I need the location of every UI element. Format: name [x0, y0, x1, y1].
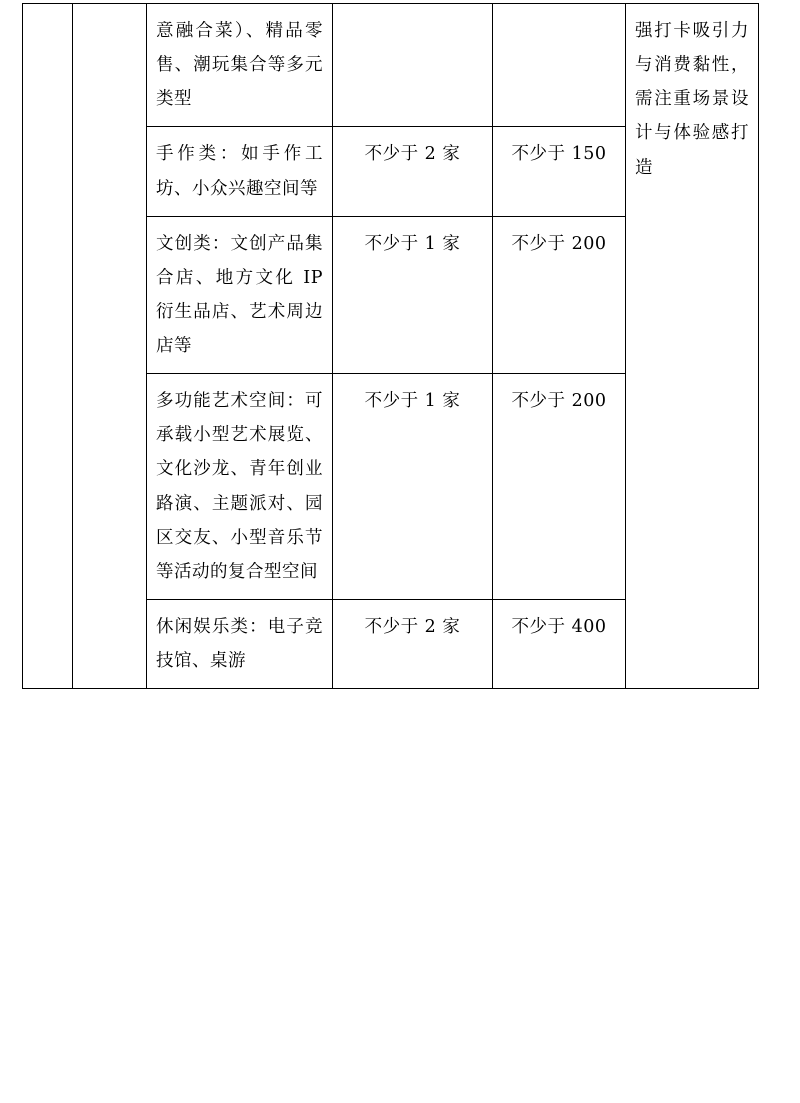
cell-category-retail: 意融合菜）、精品零售、潮玩集合等多元类型 — [147, 4, 333, 127]
cell-count-retail — [333, 4, 493, 127]
cell-col2-spanning — [73, 4, 147, 689]
cell-count-entertainment: 不少于 2 家 — [333, 599, 493, 688]
cell-category-cultural-creative: 文创类：文创产品集合店、地方文化 IP 衍生品店、艺术周边店等 — [147, 216, 333, 374]
cell-category-handcraft: 手作类：如手作工坊、小众兴趣空间等 — [147, 127, 333, 216]
cell-area-cultural-creative: 不少于 200 — [493, 216, 626, 374]
cell-area-handcraft: 不少于 150 — [493, 127, 626, 216]
cell-remarks: 强打卡吸引力与消费黏性，需注重场景设计与体验感打造 — [626, 4, 759, 689]
table-row — [23, 4, 759, 127]
cell-category-entertainment: 休闲娱乐类：电子竞技馆、桌游 — [147, 599, 333, 688]
cell-col1-spanning — [23, 4, 73, 689]
cell-count-art-space: 不少于 1 家 — [333, 374, 493, 600]
cell-area-retail — [493, 4, 626, 127]
content-table — [22, 3, 759, 689]
cell-count-cultural-creative: 不少于 1 家 — [333, 216, 493, 374]
cell-area-art-space: 不少于 200 — [493, 374, 626, 600]
cell-category-art-space: 多功能艺术空间：可承载小型艺术展览、文化沙龙、青年创业路演、主题派对、园区交友、小型音乐节等活动的复合型空间 — [147, 374, 333, 600]
cell-count-handcraft: 不少于 2 家 — [333, 127, 493, 216]
cell-area-entertainment: 不少于 400 — [493, 599, 626, 688]
